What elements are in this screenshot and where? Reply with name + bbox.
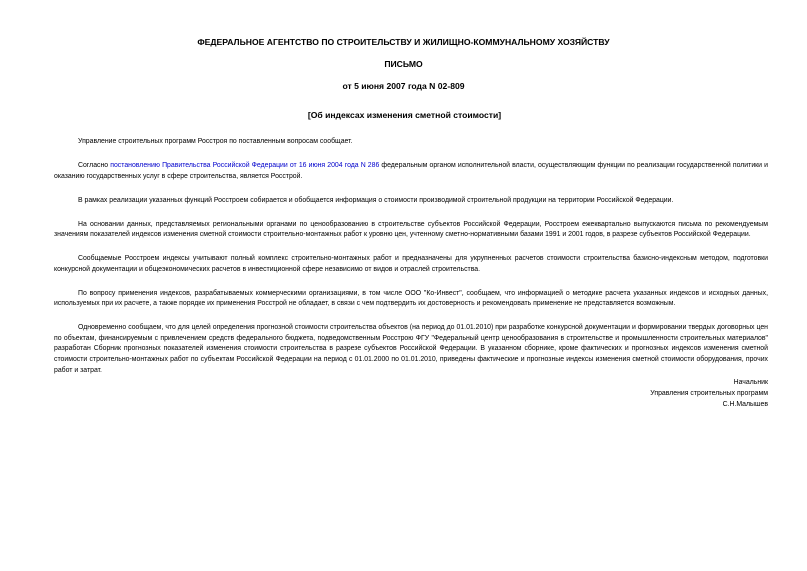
paragraph-2-text-before: Согласно (78, 161, 111, 169)
signature-department: Управления строительных программ (650, 390, 768, 398)
paragraph-2 (54, 161, 768, 182)
signature-name: С.Н.Малышев (722, 401, 768, 409)
paragraph-2-text-after: федеральным органом исполнительной власти, осуществляющим функции по реализации государственной политики и оказанию государственных услуг в сфере строительства, является Росстрой. (54, 161, 768, 180)
paragraph-7 (54, 323, 768, 376)
document-type-heading: ПИСЬМО (384, 59, 423, 69)
signature-block (650, 377, 768, 411)
letter-body (54, 137, 768, 390)
paragraph-4 (54, 220, 768, 241)
document-date-number: от 5 июня 2007 года N 02-809 (342, 81, 465, 91)
paragraph-6-text: По вопросу применения индексов, разрабатываемых коммерческими организациями, в том числе ООО "Ко-Инвест", сообщаем, что информацией о методике расчета указанных индексов и исходных данных, используемых при их расчете, а также порядке их применения Росстрой не обладает, в связи с чем подтвердить их достоверность и рекомендовать применение не представляется возможным. (54, 289, 768, 308)
paragraph-1-text: Управление строительных программ Росстроя по поставленным вопросам сообщает. (78, 138, 353, 145)
paragraph-5 (54, 254, 768, 275)
document-subject: [Об индексах изменения сметной стоимости] (307, 110, 502, 120)
paragraph-3 (54, 196, 768, 207)
agency-heading: ФЕДЕРАЛЬНОЕ АГЕНТСТВО ПО СТРОИТЕЛЬСТВУ И ЖИЛИЩНО-КОММУНАЛЬНОМУ ХОЗЯЙСТВУ (197, 37, 610, 47)
paragraph-4-text: На основании данных, представляемых региональными органами по ценообразованию в строительстве субъектов Российской Федерации, Росстроем ежеквартально выпускаются письма по рекомендуемым значениям показателей индексов изменения сметной стоимости строительно-монтажных работ к уровню цен, учтенному сметно-нормативными базами 1991 и 2001 годов, в разрезе субъектов Российской Федерации. (54, 220, 768, 239)
paragraph-1 (54, 137, 768, 148)
government-decree-link[interactable]: постановлению Правительства Российской Федерации от 16 июня 2004 года N 286 (110, 161, 380, 169)
signature-title: Начальник (733, 379, 768, 386)
paragraph-6 (54, 289, 768, 310)
paragraph-5-text: Сообщаемые Росстроем индексы учитывают полный комплекс строительно-монтажных работ и предназначены для укрупненных расчетов стоимости строительства базисно-индексным методом, подготовки конкурсной документации и общеэкономических расчетов в инвестиционной сфере независимо от видов и отраслей строительства. (54, 255, 768, 273)
paragraph-3-text: В рамках реализации указанных функций Росстроем собирается и обобщается информация о стоимости производимой строительной продукции на территории Российской Федерации. (78, 196, 674, 204)
paragraph-7-text: Одновременно сообщаем, что для целей определения прогнозной стоимости строительства объектов (на период до 01.01.2010) при разработке конкурсной документации и формировании твердых договорных цен по объектам, финансируемым с привлечением средств федерального бюджета, подведомственным Росстрою ФГУ "Федеральный центр ценообразования в строительстве и промышленности строительных материалов" разработан Сборник прогнозных показателей изменения стоимости строительства в разрезе субъектов Российской Федерации. В указанном сборнике, кроме фактических и прогнозных индексов изменения сметной стоимости строительно-монтажных работ по субъектам Российской Федерации на период с 01.01.2000 по 01.01.2010, приведены фактические и прогнозные индексы изменения сметной стоимости оборудования, прочих работ и затрат. (54, 324, 768, 374)
